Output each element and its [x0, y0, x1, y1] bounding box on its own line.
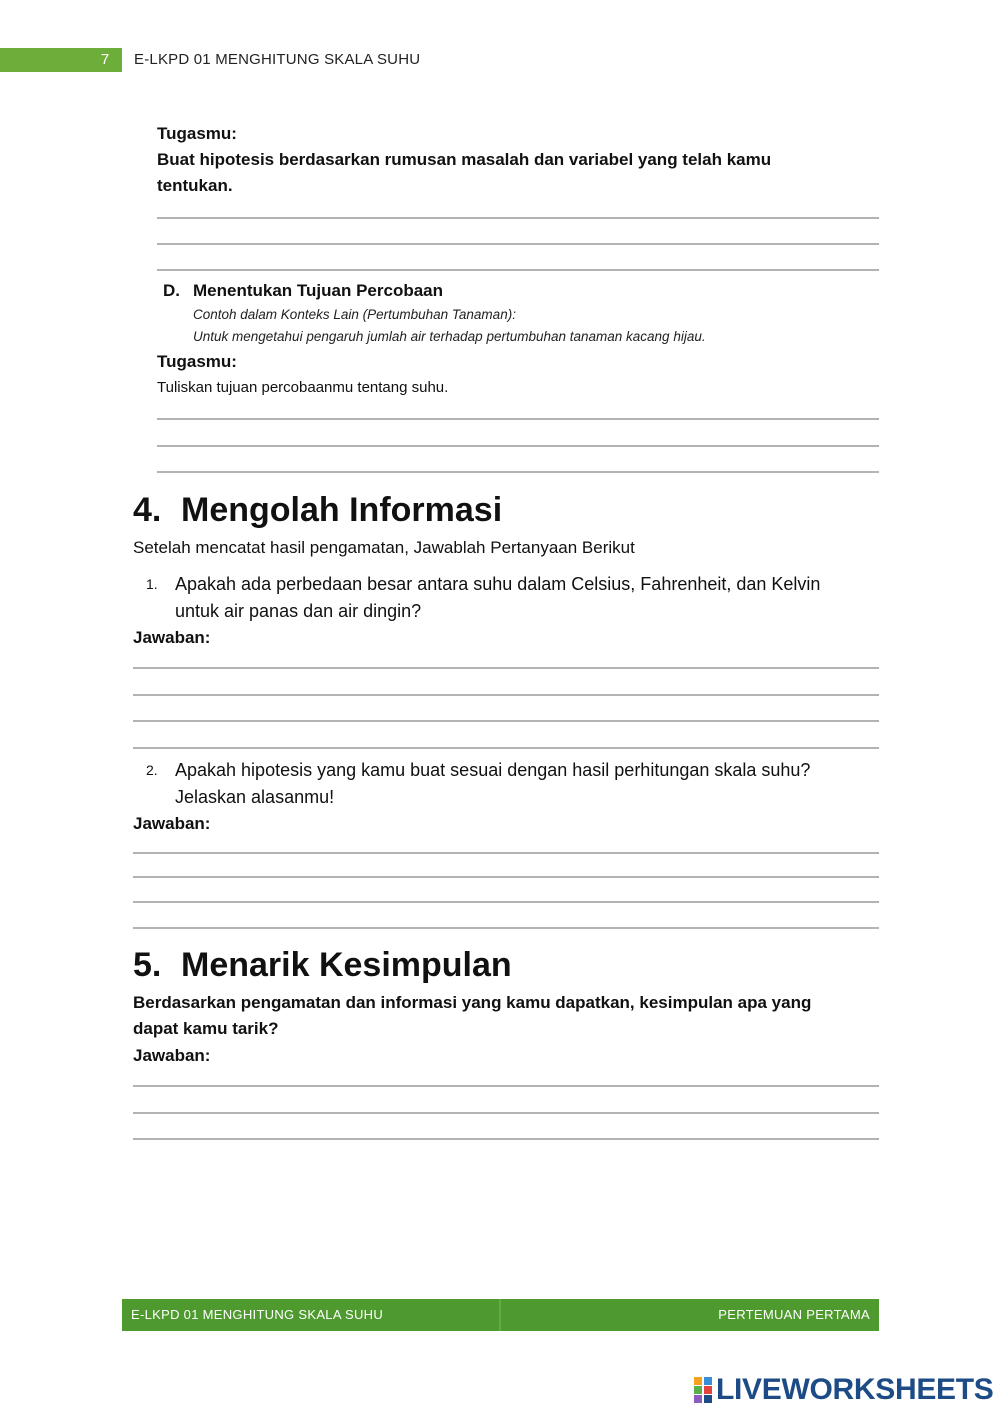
- answer-line-q1-4[interactable]: [133, 747, 879, 749]
- answer-line-q2-1[interactable]: [133, 852, 879, 854]
- question-2-text: [175, 757, 875, 811]
- question-1-text: [175, 571, 875, 625]
- question-1-answer-label: Jawaban:: [133, 628, 211, 647]
- section-5-title: Menarik Kesimpulan: [181, 946, 512, 984]
- logo-square-orange: [694, 1377, 702, 1385]
- answer-line-conclusion-3[interactable]: [133, 1138, 879, 1140]
- answer-line-hypothesis-1[interactable]: [157, 217, 879, 219]
- footer-divider: [499, 1299, 501, 1331]
- section-5-prompt: [133, 990, 879, 1042]
- answer-line-hypothesis-2[interactable]: [157, 243, 879, 245]
- logo-square-red: [704, 1386, 712, 1394]
- task-instruction-hypothesis: [157, 147, 877, 199]
- answer-line-q1-2[interactable]: [133, 694, 879, 696]
- logo-square-purple: [694, 1395, 702, 1403]
- answer-line-q2-3[interactable]: [133, 901, 879, 903]
- footer-right-text: PERTEMUAN PERTAMA: [718, 1307, 870, 1322]
- header-title: E-LKPD 01 MENGHITUNG SKALA SUHU: [134, 51, 421, 68]
- section-d-title: Menentukan Tujuan Percobaan: [193, 281, 444, 300]
- answer-line-conclusion-2[interactable]: [133, 1112, 879, 1114]
- section-5-prompt-line1: Berdasarkan pengamatan dan informasi yang kamu dapatkan, kesimpulan apa yang: [133, 993, 812, 1012]
- question-2-line1: Apakah hipotesis yang kamu buat sesuai dengan hasil perhitungan skala suhu?: [175, 760, 811, 780]
- question-1-number: 1.: [146, 576, 158, 592]
- answer-line-conclusion-1[interactable]: [133, 1085, 879, 1087]
- section-4-intro: Setelah mencatat hasil pengamatan, Jawablah Pertanyaan Berikut: [133, 538, 635, 557]
- section-5-answer-label: Jawaban:: [133, 1046, 211, 1065]
- section-5-number: 5.: [133, 946, 162, 984]
- logo-square-blue: [704, 1377, 712, 1385]
- footer-left-text: E-LKPD 01 MENGHITUNG SKALA SUHU: [131, 1307, 384, 1322]
- question-1-line1: Apakah ada perbedaan besar antara suhu dalam Celsius, Fahrenheit, dan Kelvin: [175, 574, 821, 594]
- answer-line-goal-1[interactable]: [157, 418, 879, 420]
- task-text-goal: Tuliskan tujuan percobaanmu tentang suhu.: [157, 379, 449, 396]
- section-5-prompt-line2: dapat kamu tarik?: [133, 1019, 279, 1038]
- logo-square-navy: [704, 1395, 712, 1403]
- task-instruction-hypothesis-line1: Buat hipotesis berdasarkan rumusan masalah dan variabel yang telah kamu: [157, 150, 772, 169]
- section-4-number: 4.: [133, 491, 162, 529]
- task-label-goal: Tugasmu:: [157, 352, 237, 371]
- question-2-line2: Jelaskan alasanmu!: [175, 787, 335, 807]
- answer-line-hypothesis-3[interactable]: [157, 269, 879, 271]
- liveworksheets-logo-icon: [694, 1377, 712, 1403]
- section-d-example-text: Untuk mengetahui pengaruh jumlah air terhadap pertumbuhan tanaman kacang hijau.: [193, 329, 706, 344]
- task-label-hypothesis: Tugasmu:: [157, 124, 237, 143]
- question-2-answer-label: Jawaban:: [133, 814, 211, 833]
- section-d-marker: D.: [163, 281, 180, 300]
- page-number: 7: [100, 51, 110, 68]
- answer-line-q1-3[interactable]: [133, 720, 879, 722]
- task-instruction-hypothesis-line2: tentukan.: [157, 176, 233, 195]
- logo-square-green: [694, 1386, 702, 1394]
- section-4-title: Mengolah Informasi: [181, 491, 503, 529]
- liveworksheets-wordmark[interactable]: LIVEWORKSHEETS: [716, 1373, 994, 1406]
- answer-line-q2-4[interactable]: [133, 927, 879, 929]
- answer-line-q2-2[interactable]: [133, 876, 879, 878]
- answer-line-goal-2[interactable]: [157, 445, 879, 447]
- answer-line-goal-3[interactable]: [157, 471, 879, 473]
- answer-line-q1-1[interactable]: [133, 667, 879, 669]
- section-4-heading: [133, 490, 502, 530]
- section-5-heading: [133, 945, 512, 985]
- section-d-example-heading: Contoh dalam Konteks Lain (Pertumbuhan Tanaman):: [193, 307, 516, 322]
- question-1-line2: untuk air panas dan air dingin?: [175, 601, 422, 621]
- question-2-number: 2.: [146, 762, 158, 778]
